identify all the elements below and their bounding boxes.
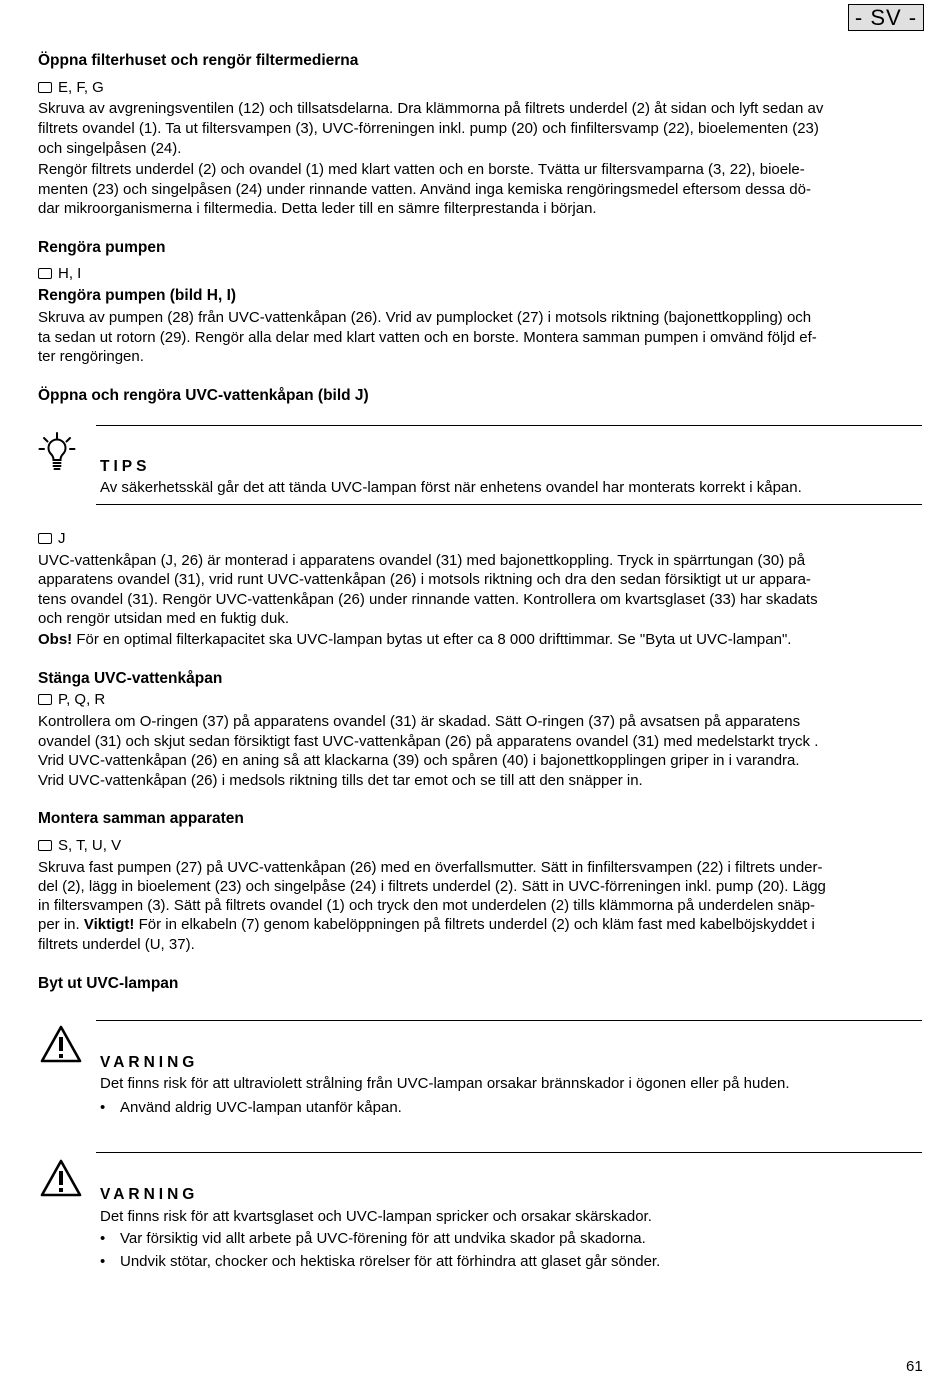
divider [96,504,922,505]
heading-assemble-device: Montera samman apparaten [38,810,244,827]
para-line: ta sedan ut rotorn (29). Rengör alla delar med klart vatten och en borste. Montera samman pumpen i omvänd följd ef- [38,329,817,346]
divider [96,1152,922,1153]
warning-triangle-icon [40,1158,82,1204]
para-line: Skruva av pumpen (28) från UVC-vattenkåpan (26). Vrid av pumplocket (27) i motsols riktning (bajonettkoppling) och [38,309,812,326]
figure-reference-box-icon [38,82,52,93]
para-line: ovandel (31) och skjut sedan försiktigt fast UVC-vattenkåpan (26) på apparatens ovandel (31) med medelstarkt tryck . [38,733,819,750]
text-run: För in elkabeln (7) genom kabelöppningen på filtrets underdel (2) och kläm fast med kabelböjskyddet i [134,916,815,933]
subheading-clean-pump: Rengöra pumpen (bild H, I) [38,287,237,304]
figure-ref-j [38,529,66,549]
warning-box-2 [38,1148,924,1278]
para-line: UVC-vattenkåpan (J, 26) är monterad i apparatens ovandel (31) med bajonettkoppling. Tryck in spärrtungan (30) på [38,552,806,569]
para-line: tens ovandel (31). Rengör UVC-vattenkåpan (26) under rinnande vatten. Kontrollera om kvartsglaset (33) har skadats [38,591,818,608]
important-label: Viktigt! [83,916,135,933]
divider [96,425,922,426]
warning-triangle-icon [40,1024,82,1070]
figure-reference-box-icon [38,694,52,705]
heading-clean-pump: Rengöra pumpen [38,239,166,256]
para-line: Vrid UVC-vattenkåpan (26) en aning så att klackarna (39) och spåren (40) i bajonettkopplingen griper in i varandra. [38,752,800,769]
warning-text: Det finns risk för att ultraviolett strålning från UVC-lampan orsakar brännskador i ögonen eller på huden. [100,1075,790,1092]
heading-open-uvc-housing: Öppna och rengöra UVC-vattenkåpan (bild J) [38,387,369,404]
figure-ref-text: H, I [58,265,82,282]
figure-ref-text: S, T, U, V [58,837,122,854]
para-line: del (2), lägg in bioelement (23) och singelpåse (24) i filtrets underdel (2). Sätt in UVC-förreningen inkl. pump (20). Lägg [38,878,826,895]
tip-text: Av säkerhetsskäl går det att tända UVC-lampan först när enhetens ovandel har monterats korrekt i kåpan. [100,479,802,496]
figure-ref-stuv [38,836,121,856]
para-line: och singelpåsen (24). [38,140,182,157]
language-badge: - SV - [848,4,924,31]
warning-bullet [100,1098,920,1118]
heading-close-uvc-housing: Stänga UVC-vattenkåpan [38,670,223,687]
warning-box-1 [38,1016,924,1126]
obs-text: För en optimal filterkapacitet ska UVC-lampan bytas ut efter ca 8 000 drifttimmar. Se "Byta ut UVC-lampan". [72,631,792,648]
para-line: och rengör utsidan med en fuktig duk. [38,610,289,627]
obs-note [38,630,791,650]
para-line: menten (23) och singelpåsen (24) under rinnande vatten. Använd inga kemiska rengöringsmedel eftersom dessa dö- [38,181,811,198]
para-line: Kontrollera om O-ringen (37) på apparatens ovandel (31) är skadad. Sätt O-ringen (37) på avsatsen på apparatens [38,713,801,730]
bullet-icon: • [100,1230,106,1247]
figure-ref-efg [38,78,104,98]
heading-open-filter-housing: Öppna filterhuset och rengör filtermedierna [38,52,359,69]
para-line: Skruva fast pumpen (27) på UVC-vattenkåpan (26) med en överfallsmutter. Sätt in finfiltersvampen (22) i filtrets under- [38,859,823,876]
para-line: Rengör filtrets underdel (2) och ovandel (1) med klart vatten och en borste. Tvätta ur filtersvamparna (3, 22), bioele- [38,161,805,178]
warning-title: VARNING [100,1054,199,1071]
figure-ref-text: J [58,530,66,547]
page-number: 61 [906,1358,923,1375]
heading-replace-uvc-lamp: Byt ut UVC-lampan [38,975,179,992]
para-line [38,915,815,935]
obs-label: Obs! [38,631,73,648]
para-line: filtrets ovandel (1). Ta ut filtersvampen (3), UVC-förreningen inkl. pump (20) och finfiltersvamp (22), bioelementen (23) [38,120,819,137]
warning-bullet [100,1252,920,1272]
para-line: dar mikroorganismerna i filtermedia. Detta leder till en sämre filterprestanda i början. [38,200,597,217]
divider [96,1020,922,1021]
tip-box [38,420,924,510]
para-line: filtrets underdel (U, 37). [38,936,195,953]
tip-title: TIPS [100,458,151,475]
para-line: apparatens ovandel (31), vrid runt UVC-vattenkåpan (26) i motsols riktning och dra den sedan försiktigt ut ur appara- [38,571,811,588]
text-run: per in. [38,916,84,933]
figure-ref-pqr [38,690,105,710]
figure-ref-hi [38,264,81,284]
figure-reference-box-icon [38,268,52,279]
figure-reference-box-icon [38,533,52,544]
bullet-text: Var försiktig vid allt arbete på UVC-förening för att undvika skador på skadorna. [120,1230,646,1247]
lightbulb-icon [38,430,80,482]
bullet-icon: • [100,1253,106,1270]
warning-text: Det finns risk för att kvartsglaset och UVC-lampan spricker och orsakar skärskador. [100,1208,652,1225]
bullet-icon: • [100,1099,106,1116]
para-line: Skruva av avgreningsventilen (12) och tillsatsdelarna. Dra klämmorna på filtrets underdel (2) åt sidan och lyft sedan av [38,100,824,117]
warning-bullet [100,1229,920,1249]
bullet-text: Använd aldrig UVC-lampan utanför kåpan. [120,1099,402,1116]
figure-reference-box-icon [38,840,52,851]
bullet-text: Undvik stötar, chocker och hektiska rörelser för att förhindra att glaset går sönder. [120,1253,661,1270]
para-line: in filtersvampen (3). Sätt på filtrets ovandel (1) och tryck den mot underdelen (2) tills klämmorna på underdelen snäp- [38,897,816,914]
figure-ref-text: E, F, G [58,79,104,96]
figure-ref-text: P, Q, R [58,691,106,708]
warning-title: VARNING [100,1186,199,1203]
para-line: ter rengöringen. [38,348,144,365]
para-line: Vrid UVC-vattenkåpan (26) i medsols riktning tills det tar emot och se till att den snäpper in. [38,772,643,789]
